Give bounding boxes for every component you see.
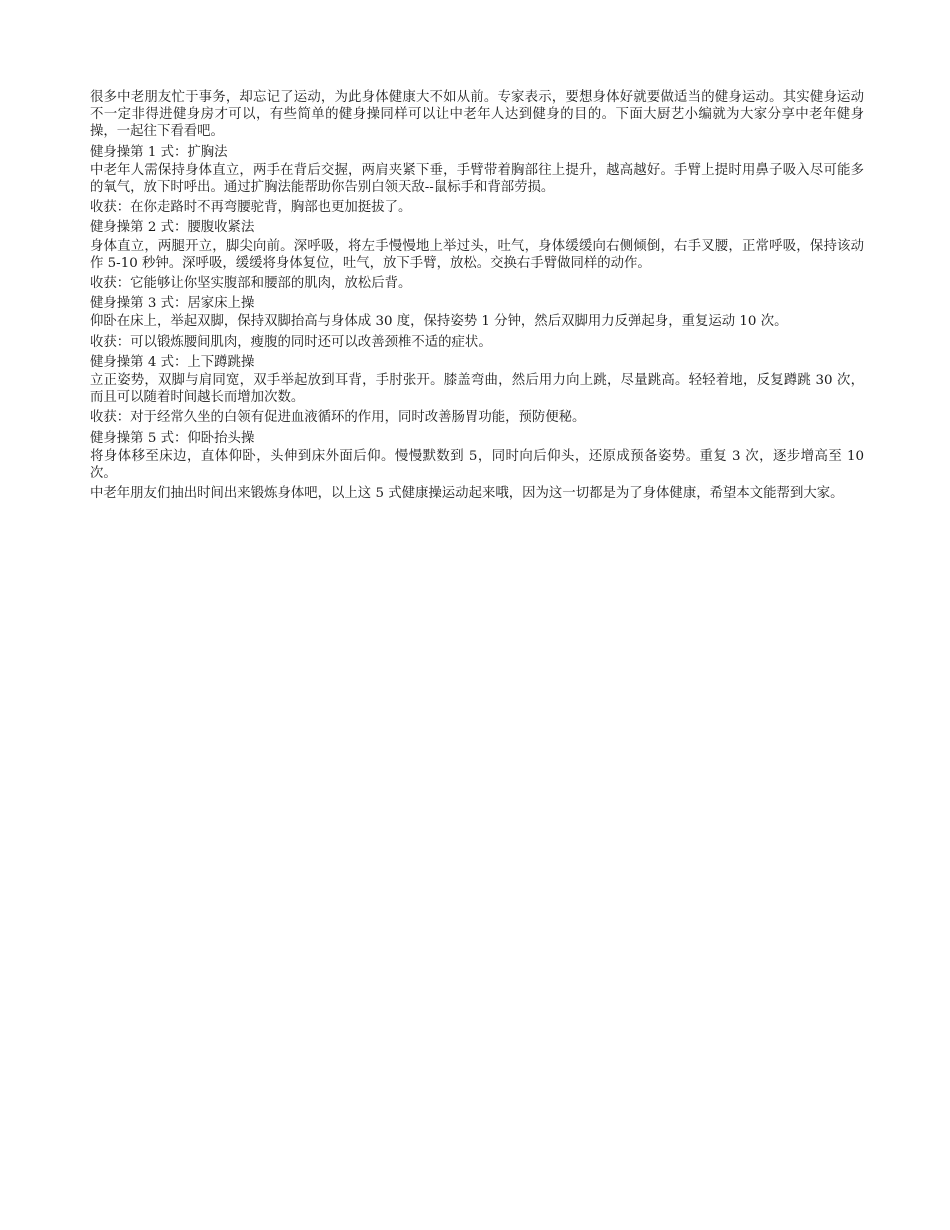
section-benefit: 收获：在你走路时不再弯腰驼背，胸部也更加挺拔了。 xyxy=(90,200,412,216)
intro-paragraph: 很多中老朋友忙于事务，却忘记了运动，为此身体健康大不如从前。专家表示，要想身体好就要做适当的健身运动。其实健身运动不一定非得进健身房才可以，有些简单的健身操同样可以让中老年人达到健身的目的。下面大厨艺小编就为大家分享中老年健身操，一起往下看看吧。 xyxy=(90,90,864,140)
section-body: 立正姿势，双脚与肩同宽，双手举起放到耳背，手肘张开。膝盖弯曲，然后用力向上跳，尽量跳高。轻轻着地，反复蹲跳 30 次，而且可以随着时间越长而增加次数。 xyxy=(90,373,864,406)
section-2 xyxy=(90,219,864,292)
section-5 xyxy=(90,430,864,483)
section-heading: 健身操第 4 式：上下蹲跳操 xyxy=(90,354,255,370)
section-heading: 健身操第 2 式：腰腹收紧法 xyxy=(90,220,255,236)
section-body: 将身体移至床边，直体仰卧，头伸到床外面后仰。慢慢默数到 5，同时向后仰头，还原成预备姿势。重复 3 次，逐步增高至 10 次。 xyxy=(90,448,864,482)
section-body: 仰卧在床上，举起双脚，保持双脚抬高与身体成 30 度，保持姿势 1 分钟，然后双脚用力反弹起身，重复运动 10 次。 xyxy=(90,314,788,330)
section-1 xyxy=(90,144,864,217)
section-3 xyxy=(90,295,864,351)
section-heading: 健身操第 5 式：仰卧抬头操 xyxy=(90,430,255,446)
closing-paragraph: 中老年朋友们抽出时间出来锻炼身体吧，以上这 5 式健康操运动起来哦，因为这一切都是为了身体健康，希望本文能帮到大家。 xyxy=(90,486,844,502)
section-benefit: 收获：可以锻炼腰间肌肉，瘦腹的同时还可以改善颈椎不适的症状。 xyxy=(90,334,492,350)
section-benefit: 收获：它能够让你坚实腹部和腰部的肌肉，放松后背。 xyxy=(90,276,412,292)
article xyxy=(90,89,864,505)
section-body: 身体直立，两腿开立，脚尖向前。深呼吸，将左手慢慢地上举过头，吐气，身体缓缓向右侧倾倒，右手叉腰，正常呼吸，保持该动作 5-10 秒钟。深呼吸，缓缓将身体复位，吐气，放下手臂，放松。交换右手臂做同样的动作。 xyxy=(90,238,864,271)
section-body: 中老年人需保持身体直立，两手在背后交握，两肩夹紧下垂，手臂带着胸部往上提升，越高越好。手臂上提时用鼻子吸入尽可能多的氧气，放下时呼出。通过扩胸法能帮助你告别白领天敌--鼠标手和背部劳损。 xyxy=(90,162,864,196)
section-heading: 健身操第 3 式：居家床上操 xyxy=(90,296,255,312)
section-4 xyxy=(90,354,864,427)
section-heading: 健身操第 1 式：扩胸法 xyxy=(90,144,228,160)
section-benefit: 收获：对于经常久坐的白领有促进血液循环的作用，同时改善肠胃功能，预防便秘。 xyxy=(90,410,586,426)
